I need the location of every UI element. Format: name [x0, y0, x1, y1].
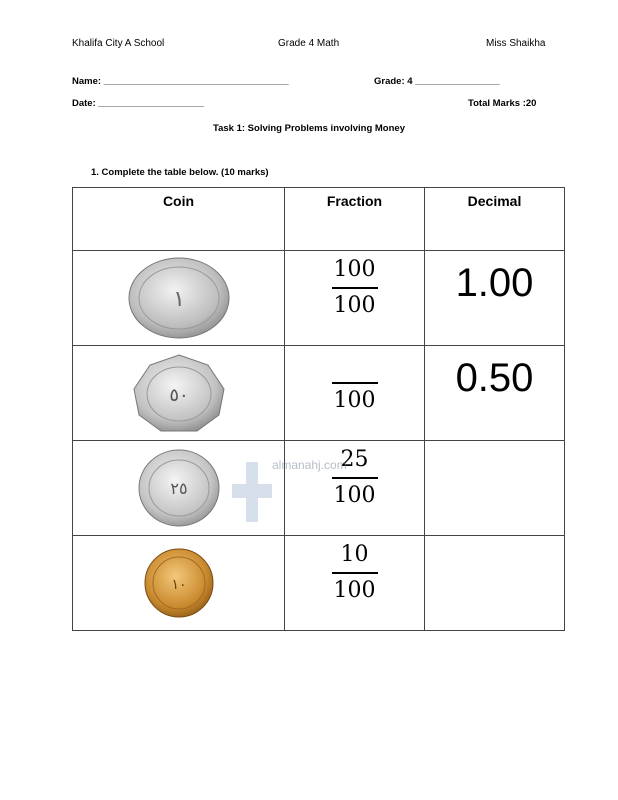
- fraction-numerator: 10: [340, 542, 369, 567]
- table-row: [73, 536, 565, 631]
- question-text: 1. Complete the table below. (10 marks): [91, 167, 269, 178]
- money-table: [72, 187, 565, 631]
- watermark-logo-icon: [232, 462, 272, 522]
- fraction-numerator: 25: [340, 447, 369, 472]
- header-fraction: Fraction: [285, 188, 425, 251]
- fraction-denominator: 100: [333, 388, 376, 413]
- fraction-denominator: 100: [333, 293, 376, 318]
- fraction-denominator: 100: [333, 578, 376, 603]
- name-field[interactable]: Name: ___________________________________: [72, 76, 289, 87]
- watermark-text: almanahj.com: [272, 458, 347, 472]
- fraction-bar: [332, 382, 378, 384]
- decimal-blank[interactable]: [425, 441, 564, 451]
- fraction-bar: [332, 287, 378, 289]
- header-decimal: Decimal: [425, 188, 565, 251]
- svg-text:٢٥: ٢٥: [169, 479, 188, 498]
- subject-label: Grade 4 Math: [278, 38, 340, 49]
- svg-text:٥٠: ٥٠: [168, 385, 189, 406]
- decimal-value: 1.00: [455, 261, 534, 305]
- decimal-blank[interactable]: [425, 536, 564, 546]
- decimal-value: 0.50: [455, 356, 534, 400]
- svg-text:١٠: ١٠: [170, 577, 187, 593]
- header-coin: Coin: [73, 188, 285, 251]
- total-marks: Total Marks :20: [468, 98, 537, 109]
- task-title: Task 1: Solving Problems involving Money: [213, 123, 405, 134]
- one-dirham-coin-icon: [127, 256, 231, 340]
- watermark: [232, 458, 362, 538]
- teacher-name: Miss Shaikha: [486, 38, 546, 49]
- twenty-five-fils-coin-icon: [137, 448, 221, 528]
- ten-fils-coin-icon: [143, 547, 215, 619]
- fraction-numerator: 100: [333, 257, 376, 282]
- table-row: [73, 251, 565, 346]
- fifty-fils-coin-icon: [131, 353, 227, 433]
- svg-text:١: ١: [172, 287, 185, 312]
- fraction-bar: [332, 572, 378, 574]
- grade-field[interactable]: Grade: 4 ________________: [374, 76, 500, 87]
- school-name: Khalifa City A School: [72, 38, 165, 49]
- table-row: [73, 346, 565, 441]
- date-field[interactable]: Date: ____________________: [72, 98, 205, 109]
- fraction-denominator: 100: [333, 483, 376, 508]
